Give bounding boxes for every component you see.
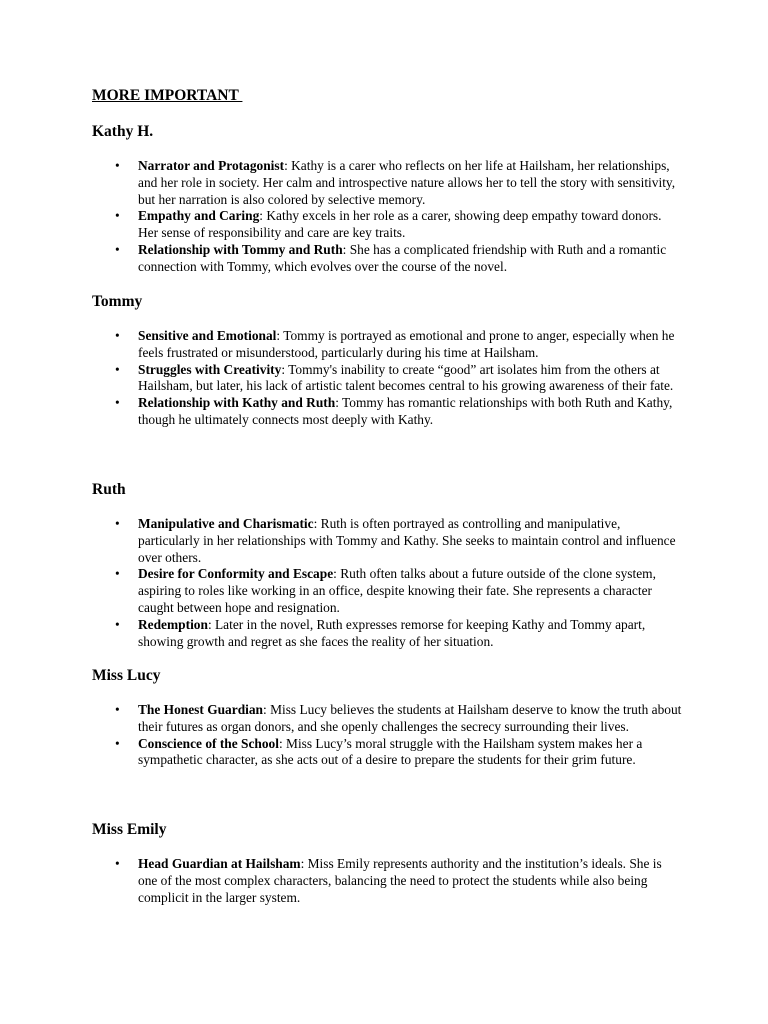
list-item [92,395,682,429]
item-title: Sensitive and Emotional [138,328,277,343]
document-title: MORE IMPORTANT [92,87,243,104]
item-title: Relationship with Tommy and Ruth [138,241,343,257]
item-text: : Kathy is a carer who reflects on her life at Hailsham, her relationships, and her role in society. Her calm and introspective nature allows her to tell the story with sensitivity, but her narration is also colored by selective memory. [138,158,676,207]
item-title: Manipulative and Charismatic [138,516,314,531]
bullet-list [92,702,682,769]
item-text: : Miss Lucy believes the students at Hailsham deserve to know the truth about their futures as organ donors, and she openly challenges the secrecy surrounding their lives. [138,702,682,734]
list-item [92,208,682,242]
list-item [92,158,682,208]
bullet-icon: • [115,566,120,582]
bullet-icon: • [115,516,120,531]
section-heading: Tommy [92,293,143,310]
item-title: The Honest Guardian [138,702,264,717]
item-title: Redemption [138,616,208,632]
item-text: : Miss Lucy’s moral struggle with the Hailsham system makes her a sympathetic character, as she acts out of a desire to prepare the students for their grim future. [138,735,643,768]
list-item [92,702,682,736]
item-text: : Miss Emily represents authority and the institution’s ideals. She is one of the most complex characters, balancing the need to protect the students while also being complicit in the larger system. [138,856,662,905]
item-title: Head Guardian at Hailsham [138,856,301,871]
section-ruth [92,480,692,649]
item-text: : Kathy excels in her role as a carer, showing deep empathy toward donors. Her sense of responsibility and care are key traits. [138,208,662,241]
bullet-icon: • [115,702,120,717]
bullet-list [92,516,682,650]
item-text: : Ruth is often portrayed as controlling and manipulative, particularly in her relationships with Tommy and Kathy. She seeks to maintain control and influence over others. [138,516,676,565]
bullet-list [92,328,682,429]
item-title: Struggles with Creativity [138,361,282,377]
list-item [92,328,682,362]
list-item [92,516,682,566]
item-text: : Tommy's inability to create “good” art isolates him from the others at Hailsham, but later, his lack of artistic talent becomes central to his growing awareness of their fate. [138,361,674,394]
section-miss-lucy [92,666,692,768]
list-item [92,856,682,906]
list-item [92,242,682,276]
bullet-icon: • [115,735,120,751]
section-heading: Kathy H. [92,123,154,140]
bullet-icon: • [115,158,120,173]
section-kathy [92,122,692,274]
section-heading: Miss Lucy [92,667,161,684]
item-title: Empathy and Caring [138,208,260,224]
item-text: : Tommy is portrayed as emotional and prone to anger, especially when he feels frustrated or misunderstood, particularly during his time at Hailsham. [138,328,675,360]
item-text: : She has a complicated friendship with Ruth and a romantic connection with Tommy, which evolves over the course of the novel. [138,241,667,274]
section-miss-emily [92,820,692,905]
bullet-icon: • [115,241,120,257]
item-title: Narrator and Protagonist [138,158,285,173]
bullet-icon: • [115,856,120,871]
list-item [92,362,682,396]
item-text: : Ruth often talks about a future outside of the clone system, aspiring to roles like working in an office, despite knowing their fate. She represents a character caught between hope and resignation. [138,566,656,615]
item-title: Relationship with Kathy and Ruth [138,395,336,411]
item-text: : Tommy has romantic relationships with both Ruth and Kathy, though he ultimately connects most deeply with Kathy. [138,395,673,427]
item-text: : Later in the novel, Ruth expresses remorse for keeping Kathy and Tommy apart, showing growth and regret as she faces the reality of her situation. [138,616,646,649]
item-title: Desire for Conformity and Escape [138,566,334,582]
section-tommy [92,292,692,427]
bullet-list [92,158,682,276]
bullet-icon: • [115,616,120,632]
list-item [92,617,682,651]
section-heading: Miss Emily [92,821,167,838]
list-item [92,566,682,616]
section-heading: Ruth [92,481,126,498]
item-title: Conscience of the School [138,735,279,751]
bullet-icon: • [115,208,120,224]
bullet-list [92,856,682,906]
bullet-icon: • [115,361,120,377]
list-item [92,736,682,770]
bullet-icon: • [115,328,120,343]
bullet-icon: • [115,395,120,411]
